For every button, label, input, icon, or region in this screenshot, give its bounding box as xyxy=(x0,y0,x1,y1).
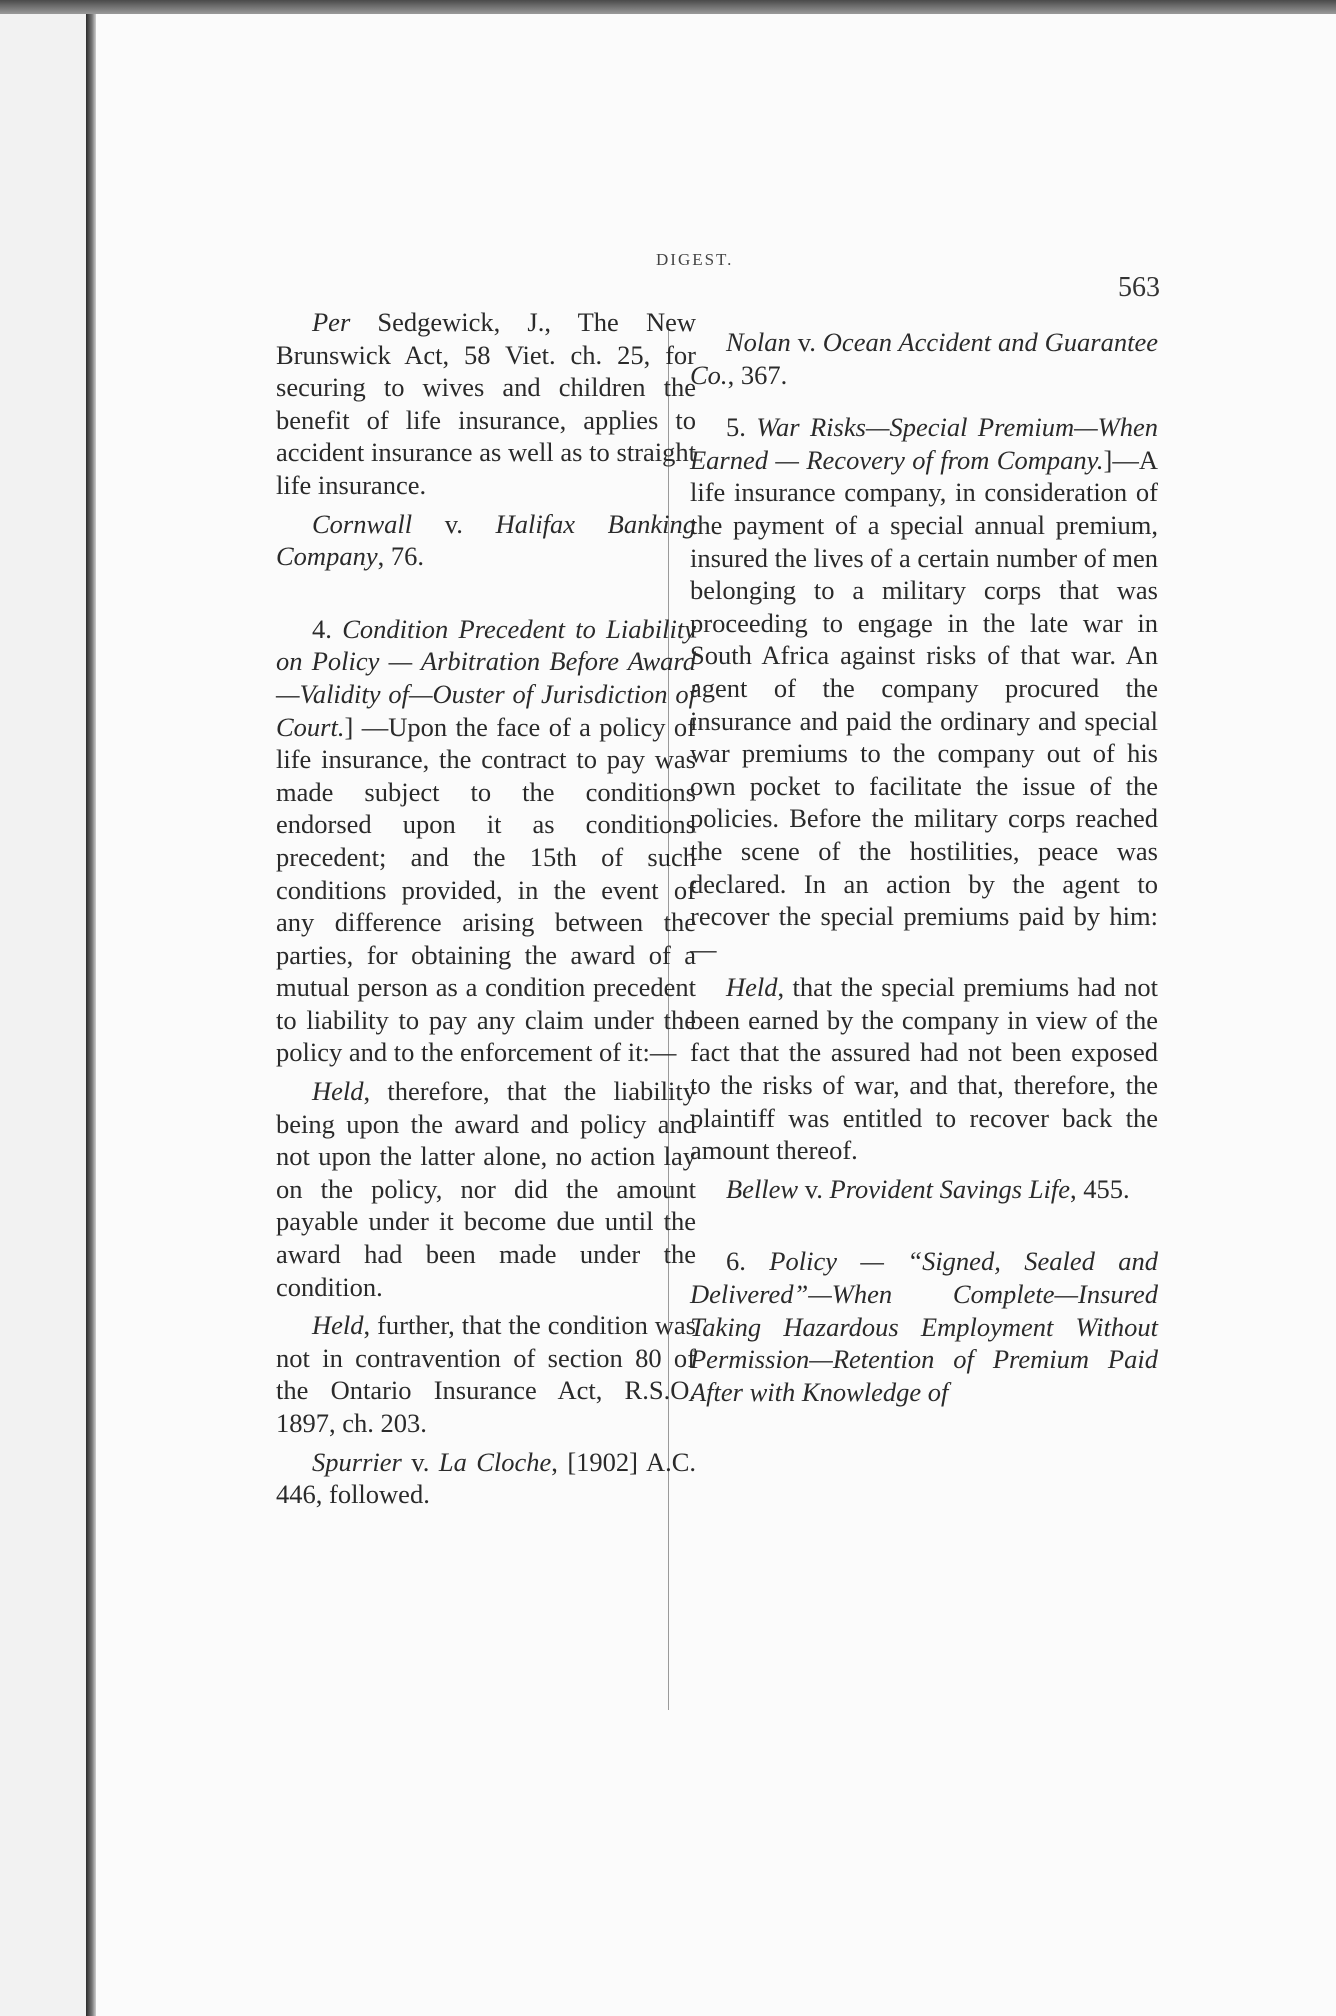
paragraph-lead: Held xyxy=(312,1076,364,1107)
paragraph-lead: Held xyxy=(726,972,778,1003)
citation-party: Ocean Accident and Guarantee Co. xyxy=(690,327,1159,390)
top-edge-shadow xyxy=(0,0,1336,14)
citation-party: Nolan xyxy=(726,327,791,357)
paragraph-text: , further, that the condition was not in contravention of section 80 of the Ontario Insurance Act, R.S.O. 1897, ch. 203. xyxy=(276,1310,696,1438)
paragraph-sedgewick xyxy=(276,306,696,502)
citation-reference: , 455. xyxy=(1069,1173,1130,1204)
book-spine-shadow xyxy=(86,0,96,2016)
citation-party: La Cloche xyxy=(438,1446,552,1477)
paragraph-section-4 xyxy=(276,613,696,1069)
paragraph-section-6 xyxy=(690,1245,1158,1408)
citation-cornwall xyxy=(276,508,696,573)
citation-party: Spurrier xyxy=(312,1446,402,1477)
section-heading: Policy — “Signed, Sealed and Delivered”—When Complete—Insured Taking Hazardous Employment Without Permission—Retention of Premium Paid After with Knowledge of xyxy=(690,1246,1159,1407)
citation-reference: , [1902] A.C. 446, followed. xyxy=(276,1446,697,1510)
section-heading: Condition Precedent to Liability on Policy — Arbitration Before Award—Validity of—Ouster of Jurisdiction of Court. xyxy=(276,613,696,742)
citation-versus: v. xyxy=(401,1446,439,1477)
paragraph-held-further xyxy=(276,1309,696,1439)
section-number: 5. xyxy=(726,412,757,443)
citation-party: Provident Savings Life xyxy=(829,1173,1070,1204)
citation-versus: v. xyxy=(412,508,496,539)
citation-versus: v. xyxy=(798,1173,830,1204)
paragraph-text: , therefore, that the liability being upon the award and policy and not upon the latter alone, no action lay on the policy, nor did the amount payable under it become due until the award had been made under the condition. xyxy=(276,1076,696,1302)
paragraph-section-5 xyxy=(690,411,1158,965)
section-number: 4. xyxy=(312,613,343,644)
citation-spurrier xyxy=(276,1446,696,1511)
book-page xyxy=(96,14,1336,2016)
citation-party: Bellew xyxy=(726,1173,799,1204)
left-column xyxy=(276,306,696,1517)
paragraph-lead: Per xyxy=(312,307,351,337)
citation-party: Cornwall xyxy=(312,508,413,539)
paragraph-lead: Held xyxy=(312,1310,364,1341)
citation-reference: , 367. xyxy=(727,359,788,390)
left-page-margin xyxy=(0,0,86,2016)
paragraph-text: ]—A life insurance company, in consideration of the payment of a special annual premium, insured the lives of a certain number of men belonging to a military corps that was proceeding to engage in the late war in South Africa against risks of that war. An agent of the company procured the insurance and paid the ordinary and special war premiums to the company out of his own pocket to facilitate the issue of the policies. Before the military corps reached the scene of the hostilities, peace was declared. In an action by the agent to recover the special premiums paid by him:— xyxy=(690,444,1159,964)
paragraph-held xyxy=(690,971,1158,1167)
right-column xyxy=(690,326,1158,1414)
paragraph-text: ] —Upon the face of a policy of life insurance, the contract to pay was made subject to the conditions endorsed upon it as conditions precedent; and the 15th of such conditions provided, in the event of any difference arising between the parties, for obtaining the award of a mutual person as a condition precedent to liability to pay any claim under the policy and to the enforcement of it:— xyxy=(276,711,696,1068)
citation-versus: v. xyxy=(790,327,823,357)
paragraph-text: , that the special premiums had not been earned by the company in view of the fact that the assured had not been exposed to the risks of war, and that, therefore, the plaintiff was entitled to recover back the amount thereof. xyxy=(690,972,1158,1166)
citation-reference: , 76. xyxy=(377,541,424,572)
running-head: DIGEST. xyxy=(656,250,734,269)
page-number: 563 xyxy=(1118,272,1160,303)
citation-party: Halifax Banking Company xyxy=(276,508,696,572)
section-heading: War Risks—Special Premium—When Earned — Recovery of from Company. xyxy=(690,412,1158,475)
section-number: 6. xyxy=(726,1246,770,1277)
citation-bellew xyxy=(690,1173,1158,1206)
paragraph-held-therefore xyxy=(276,1075,696,1303)
paragraph-text: Sedgewick, J., The New Brunswick Act, 58 Viet. ch. 25, for securing to wives and children the benefit of life insurance, applies to accident insurance as well as to straight life insurance. xyxy=(276,307,696,500)
citation-nolan xyxy=(690,326,1158,391)
